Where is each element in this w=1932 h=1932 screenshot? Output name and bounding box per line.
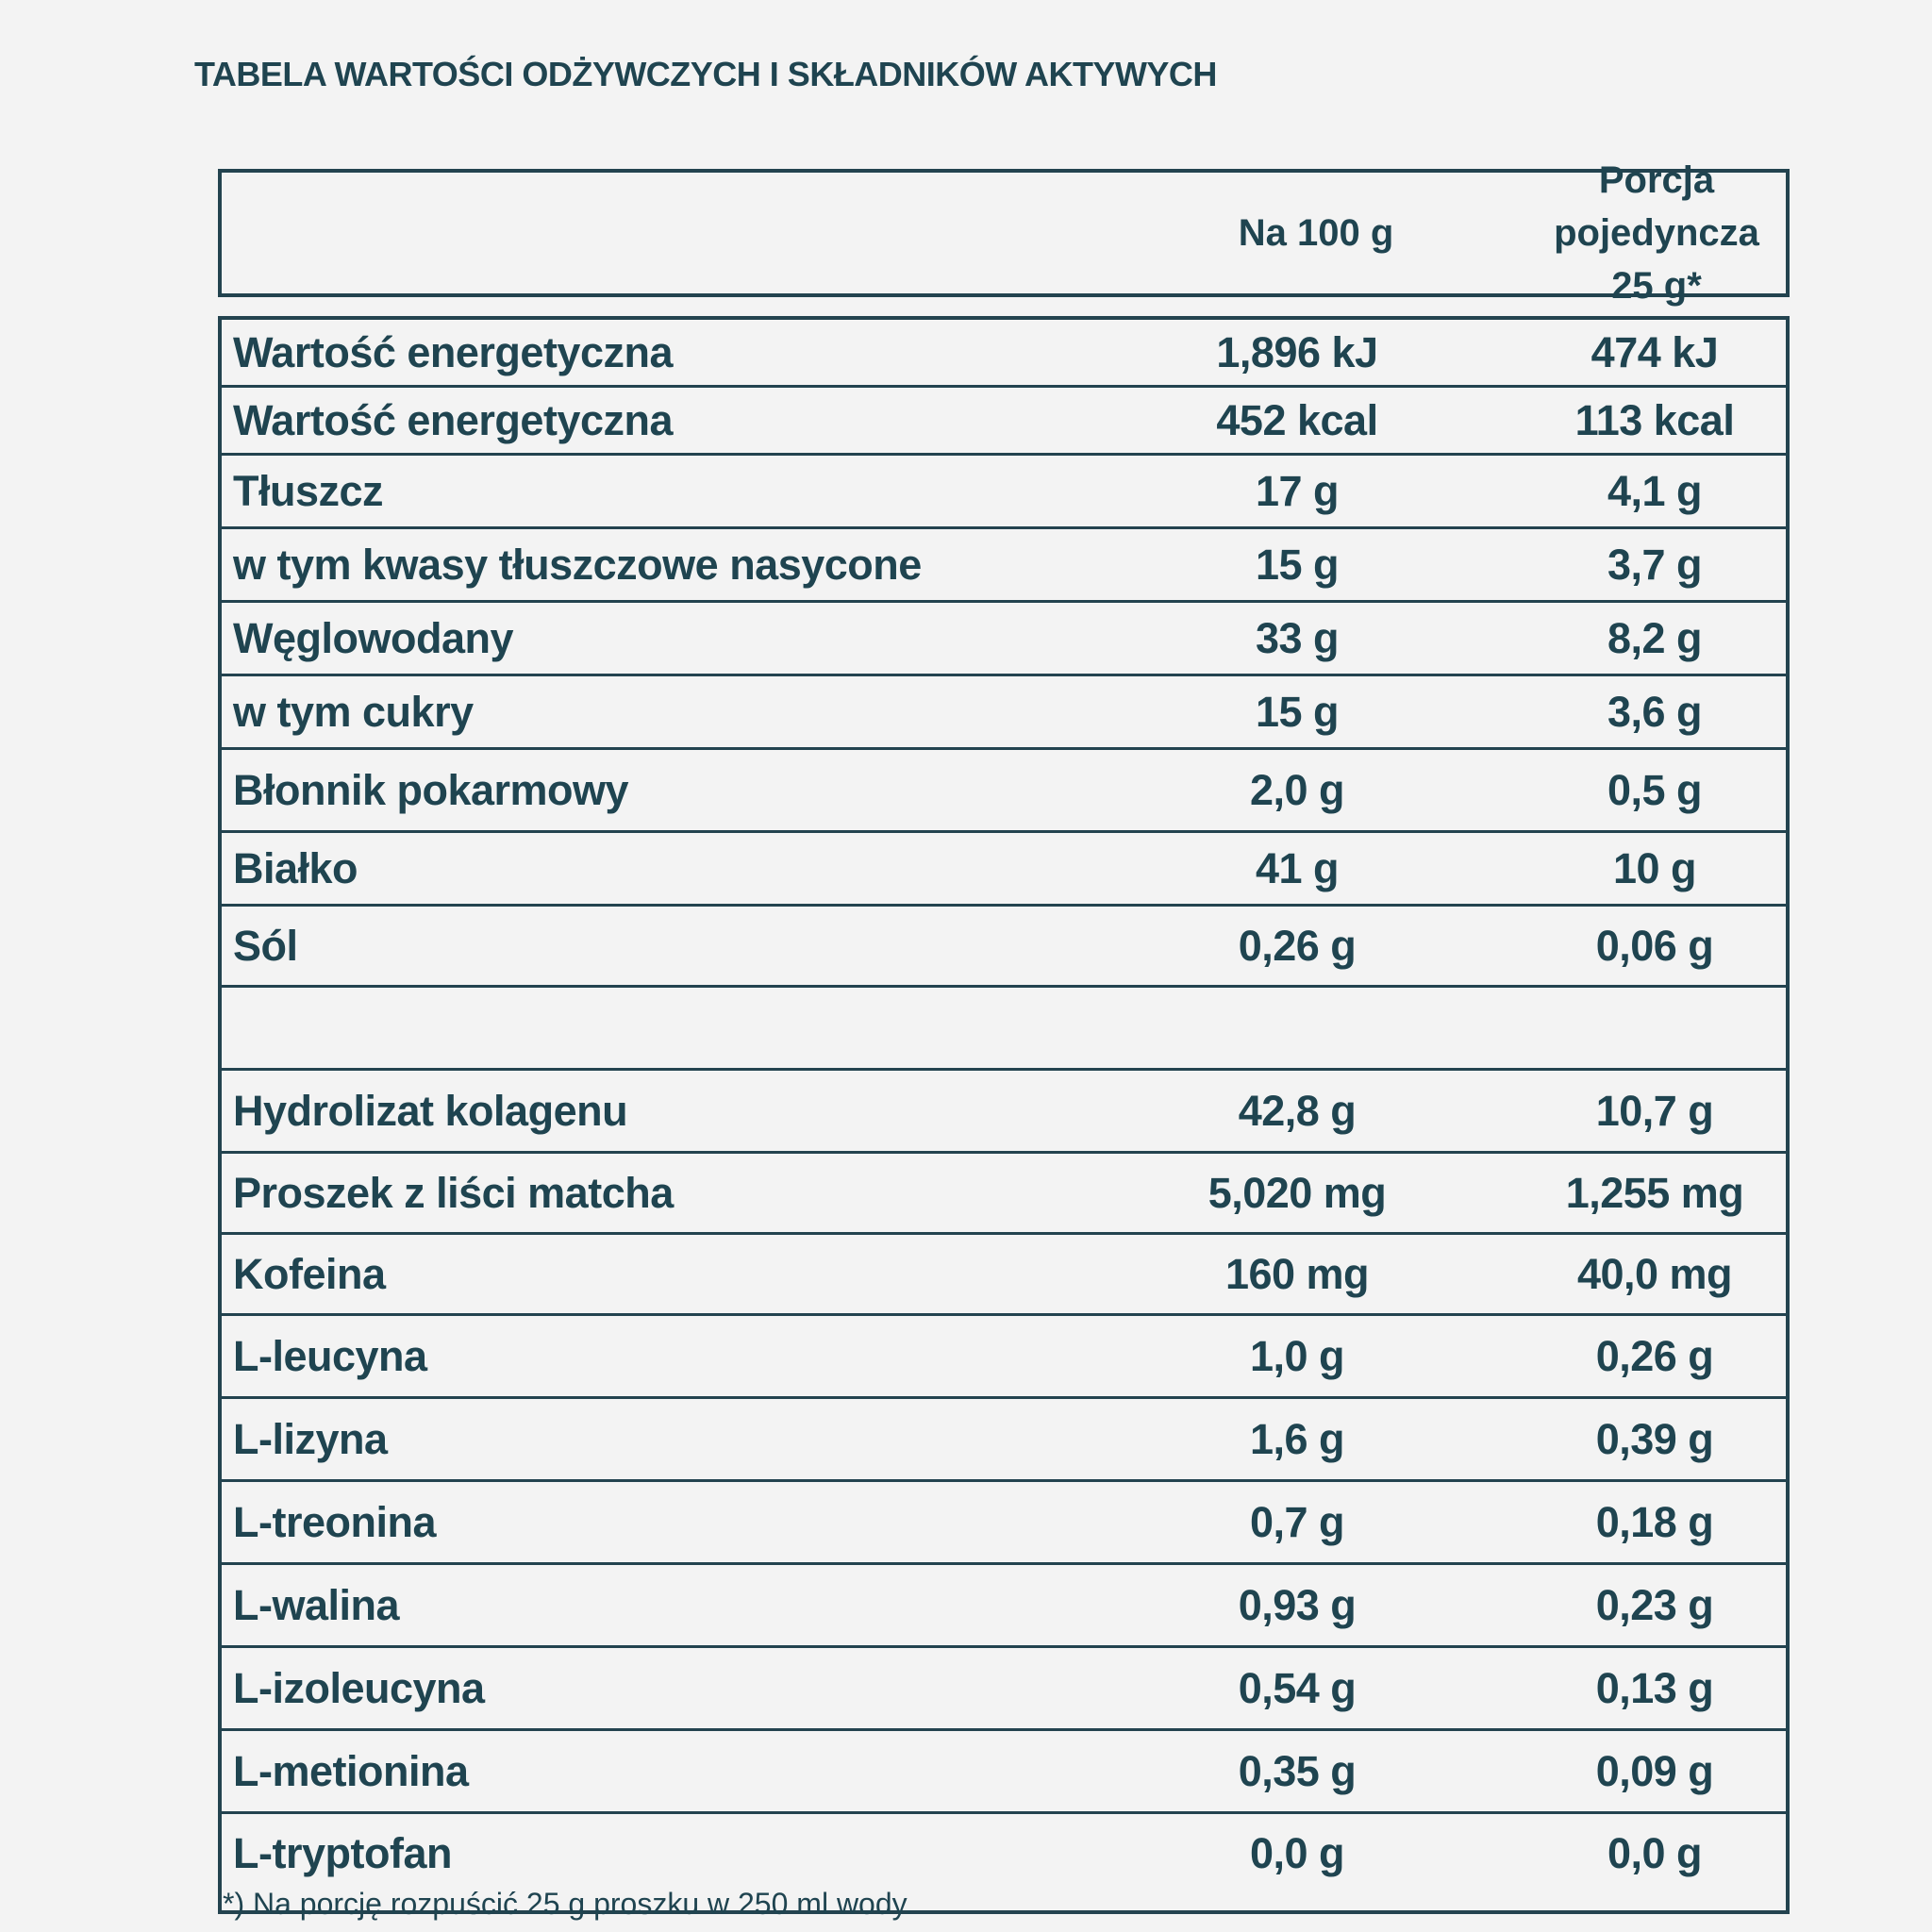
row-label: Białko: [233, 843, 358, 892]
value-portion: 0,26 g: [1595, 1331, 1714, 1380]
row-label: w tym kwasy tłuszczowe nasycone: [233, 540, 922, 589]
table-row: [222, 676, 1786, 750]
value-portion: 0,39 g: [1595, 1414, 1714, 1463]
value-per-100g: 0,7 g: [1249, 1497, 1345, 1546]
column-header-portion: [1524, 159, 1790, 307]
page-title: TABELA WARTOŚCI ODŻYWCZYCH I SKŁADNIKÓW AKTYWYCH: [194, 55, 1217, 93]
table-row: [222, 456, 1786, 529]
value-portion: 3,7 g: [1607, 540, 1703, 589]
table-row: [222, 320, 1786, 388]
footnote: *) Na porcję rozpuścić 25 g proszku w 250 ml wody.: [223, 1887, 914, 1921]
row-label: Błonnik pokarmowy: [233, 765, 629, 814]
value-portion: 0,0 g: [1607, 1828, 1703, 1877]
table-row: [222, 1814, 1786, 1892]
row-label: Wartość energetyczna: [233, 327, 673, 376]
value-portion: 0,5 g: [1607, 765, 1703, 814]
value-portion: 0,18 g: [1595, 1497, 1714, 1546]
row-label: Wartość energetyczna: [233, 395, 673, 444]
row-label: Proszek z liści matcha: [233, 1168, 674, 1217]
table-row: [222, 907, 1786, 988]
value-per-100g: 0,93 g: [1238, 1580, 1357, 1629]
table-row-spacer: [222, 988, 1786, 1071]
value-per-100g: 15 g: [1255, 687, 1340, 736]
value-per-100g: 0,54 g: [1238, 1663, 1357, 1712]
table-row: [222, 1071, 1786, 1154]
table-row: [222, 388, 1786, 456]
row-label: L-lizyna: [233, 1414, 388, 1463]
row-label: L-izoleucyna: [233, 1663, 485, 1712]
row-label: L-tryptofan: [233, 1828, 452, 1877]
value-portion: 40,0 mg: [1576, 1249, 1733, 1298]
value-per-100g: 2,0 g: [1249, 765, 1345, 814]
value-portion: 4,1 g: [1607, 466, 1703, 515]
row-label: Węglowodany: [233, 613, 513, 662]
value-per-100g: 0,26 g: [1238, 921, 1357, 970]
table-row: [222, 1316, 1786, 1399]
value-per-100g: 0,35 g: [1238, 1746, 1357, 1795]
value-per-100g: 452 kcal: [1216, 395, 1378, 444]
value-portion: 3,6 g: [1607, 687, 1703, 736]
table-row: [222, 833, 1786, 907]
row-label: Hydrolizat kolagenu: [233, 1086, 628, 1135]
row-label: Tłuszcz: [233, 466, 384, 515]
row-label: Sól: [233, 921, 298, 970]
value-portion: 10 g: [1612, 843, 1697, 892]
value-per-100g: 1,6 g: [1249, 1414, 1345, 1463]
value-per-100g: 42,8 g: [1238, 1086, 1357, 1135]
value-portion: 0,06 g: [1595, 921, 1714, 970]
value-per-100g: 160 mg: [1224, 1249, 1370, 1298]
table-header: [218, 159, 1790, 307]
value-per-100g: 41 g: [1255, 843, 1340, 892]
value-portion: 0,23 g: [1595, 1580, 1714, 1629]
table-row: [222, 1565, 1786, 1648]
table-row: [222, 1648, 1786, 1731]
value-portion: 0,13 g: [1595, 1663, 1714, 1712]
table-row: [222, 529, 1786, 603]
table-row: [222, 1235, 1786, 1316]
row-label: L-metionina: [233, 1746, 469, 1795]
column-header-per-100g: Na 100 g: [1238, 211, 1394, 254]
value-per-100g: 1,0 g: [1249, 1331, 1345, 1380]
value-per-100g: 17 g: [1255, 466, 1340, 515]
row-label: [233, 988, 1082, 1068]
value-per-100g: 15 g: [1255, 540, 1340, 589]
row-label: L-walina: [233, 1580, 400, 1629]
value-portion: [1524, 988, 1786, 1068]
value-per-100g: 0,0 g: [1249, 1828, 1345, 1877]
row-label: L-treonina: [233, 1497, 436, 1546]
table-row: [222, 603, 1786, 676]
row-label: w tym cukry: [233, 687, 474, 736]
value-portion: 10,7 g: [1595, 1086, 1714, 1135]
value-portion: 1,255 mg: [1565, 1168, 1744, 1217]
value-portion: 0,09 g: [1595, 1746, 1714, 1795]
table-row: [222, 1154, 1786, 1235]
value-portion: 8,2 g: [1607, 613, 1703, 662]
column-header-portion-line1: Porcja pojedyncza: [1554, 159, 1759, 254]
table-row: [222, 750, 1786, 833]
table-row: [222, 1399, 1786, 1482]
value-per-100g: [1090, 988, 1505, 1068]
nutrition-table: [218, 316, 1790, 1914]
value-per-100g: 5,020 mg: [1208, 1168, 1387, 1217]
value-per-100g: 1,896 kJ: [1216, 327, 1378, 376]
table-row: [222, 1731, 1786, 1814]
value-portion: 474 kJ: [1591, 327, 1719, 376]
row-label: Kofeina: [233, 1249, 386, 1298]
table-row: [222, 1482, 1786, 1565]
value-portion: 113 kcal: [1574, 395, 1735, 444]
value-per-100g: 33 g: [1255, 613, 1340, 662]
row-label: L-leucyna: [233, 1331, 427, 1380]
column-header-portion-line2: 25 g*: [1611, 265, 1702, 307]
